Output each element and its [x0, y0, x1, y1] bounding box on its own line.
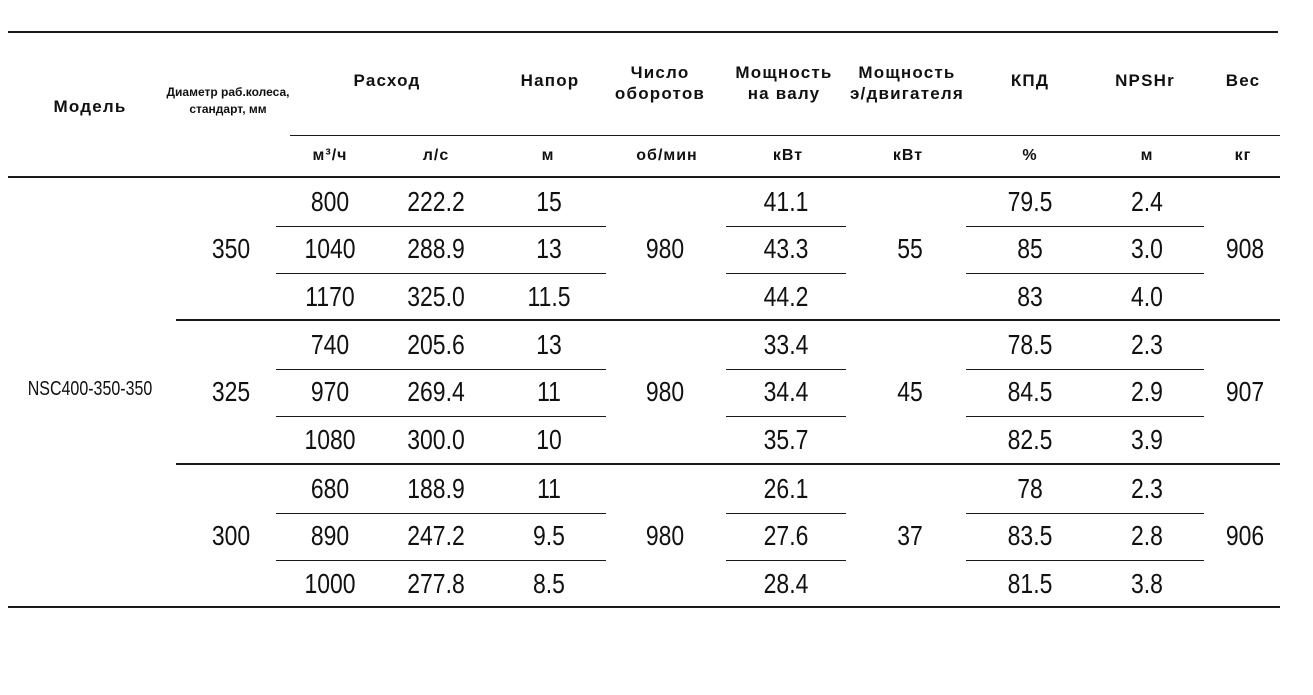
table-bottom-rule	[8, 606, 1280, 608]
header-weight: Вес	[1225, 71, 1261, 90]
cell-eff: 82.5	[1007, 424, 1053, 455]
cell-shaft: 28.4	[763, 568, 809, 599]
cell-ls: 222.2	[407, 185, 465, 217]
cell-m3h: 680	[310, 472, 350, 504]
row-divider	[966, 226, 1204, 227]
motor-power: 45	[897, 376, 923, 408]
cell-head: 9.5	[533, 520, 565, 552]
cell-m3h: 1080	[304, 424, 356, 455]
header-diameter-line1: Диаметр раб.колеса,	[166, 85, 290, 99]
cell-eff: 85	[1017, 233, 1043, 265]
cell-ls: 205.6	[407, 328, 465, 360]
header-diameter-line2: стандарт, мм	[189, 102, 267, 116]
cell-npshr: 4.0	[1131, 281, 1163, 312]
cell-m3h: 1040	[304, 233, 356, 265]
row-divider	[726, 416, 846, 417]
row-divider	[966, 416, 1204, 417]
cell-ls: 325.0	[407, 281, 465, 312]
header-efficiency: КПД	[1010, 71, 1050, 90]
header-npshr: NPSHr	[1115, 71, 1175, 90]
cell-m3h: 800	[310, 185, 350, 217]
group-separator	[176, 319, 1280, 321]
unit-flow-m3h: м³/ч	[312, 147, 348, 164]
cell-head: 11	[537, 472, 561, 504]
row-divider	[276, 226, 606, 227]
unit-shaft-power: кВт	[772, 147, 804, 164]
cell-eff: 78	[1017, 472, 1043, 504]
cell-npshr: 3.8	[1131, 568, 1163, 599]
cell-eff: 83	[1017, 281, 1043, 312]
cell-ls: 269.4	[407, 376, 465, 408]
impeller-diameter: 325	[211, 376, 251, 408]
header-speed-line2: оборотов	[614, 84, 706, 103]
row-divider	[966, 273, 1204, 274]
header-shaft-power-line1: Мощность	[735, 63, 833, 82]
pump-weight: 908	[1225, 233, 1265, 265]
row-divider	[726, 226, 846, 227]
cell-head: 11.5	[527, 281, 571, 312]
header-bottom-rule	[8, 176, 1280, 178]
cell-eff: 81.5	[1007, 568, 1053, 599]
row-divider	[276, 416, 606, 417]
cell-shaft: 44.2	[763, 281, 809, 312]
cell-eff: 83.5	[1007, 520, 1053, 552]
model-name: NSC400-350-350	[27, 378, 153, 400]
cell-npshr: 2.3	[1131, 328, 1163, 360]
cell-head: 10	[536, 424, 562, 455]
cell-npshr: 2.4	[1131, 185, 1163, 217]
row-divider	[726, 273, 846, 274]
row-divider	[276, 369, 606, 370]
cell-eff: 84.5	[1007, 376, 1053, 408]
cell-shaft: 33.4	[763, 328, 809, 360]
row-divider	[276, 273, 606, 274]
cell-shaft: 43.3	[763, 233, 809, 265]
cell-m3h: 970	[310, 376, 350, 408]
header-motor-power-line2: э/двигателя	[849, 84, 965, 103]
row-divider	[276, 513, 606, 514]
pump-weight: 906	[1225, 520, 1265, 552]
cell-ls: 300.0	[407, 424, 465, 455]
cell-shaft: 26.1	[763, 472, 809, 504]
header-mid-rule	[290, 135, 1280, 136]
cell-head: 13	[536, 233, 562, 265]
unit-speed: об/мин	[636, 147, 698, 164]
rotation-speed: 980	[645, 233, 685, 265]
unit-motor-power: кВт	[892, 147, 924, 164]
cell-ls: 247.2	[407, 520, 465, 552]
cell-m3h: 740	[310, 328, 350, 360]
cell-shaft: 41.1	[763, 185, 809, 217]
cell-eff: 79.5	[1007, 185, 1053, 217]
table-top-rule	[8, 31, 1278, 33]
cell-npshr: 3.9	[1131, 424, 1163, 455]
impeller-diameter: 350	[211, 233, 251, 265]
row-divider	[276, 560, 606, 561]
header-model: Модель	[53, 97, 127, 116]
rotation-speed: 980	[645, 520, 685, 552]
cell-eff: 78.5	[1007, 328, 1053, 360]
row-divider	[966, 369, 1204, 370]
cell-m3h: 1170	[305, 281, 355, 312]
cell-npshr: 2.8	[1131, 520, 1163, 552]
cell-shaft: 27.6	[763, 520, 809, 552]
unit-npshr: м	[1140, 147, 1154, 164]
header-speed-line1: Число	[630, 63, 690, 82]
cell-head: 8.5	[533, 568, 565, 599]
unit-flow-ls: л/с	[422, 147, 450, 164]
cell-ls: 288.9	[407, 233, 465, 265]
row-divider	[966, 513, 1204, 514]
unit-efficiency: %	[1022, 147, 1038, 164]
cell-head: 11	[537, 376, 561, 408]
motor-power: 55	[897, 233, 923, 265]
row-divider	[726, 560, 846, 561]
cell-m3h: 1000	[304, 568, 356, 599]
motor-power: 37	[897, 520, 923, 552]
cell-ls: 277.8	[407, 568, 465, 599]
cell-shaft: 34.4	[763, 376, 809, 408]
cell-m3h: 890	[310, 520, 350, 552]
cell-ls: 188.9	[407, 472, 465, 504]
pump-weight: 907	[1225, 376, 1265, 408]
row-divider	[726, 513, 846, 514]
cell-npshr: 2.3	[1131, 472, 1163, 504]
header-head: Напор	[520, 71, 580, 90]
row-divider	[966, 560, 1204, 561]
group-separator	[176, 463, 1280, 465]
unit-weight: кг	[1234, 147, 1252, 164]
header-flow: Расход	[353, 71, 421, 90]
cell-head: 13	[536, 328, 562, 360]
header-shaft-power-line2: на валу	[747, 84, 821, 103]
cell-head: 15	[536, 185, 562, 217]
cell-npshr: 3.0	[1131, 233, 1163, 265]
unit-head: м	[541, 147, 555, 164]
rotation-speed: 980	[645, 376, 685, 408]
header-motor-power-line1: Мощность	[858, 63, 956, 82]
row-divider	[726, 369, 846, 370]
impeller-diameter: 300	[211, 520, 251, 552]
cell-npshr: 2.9	[1131, 376, 1163, 408]
cell-shaft: 35.7	[763, 424, 809, 455]
